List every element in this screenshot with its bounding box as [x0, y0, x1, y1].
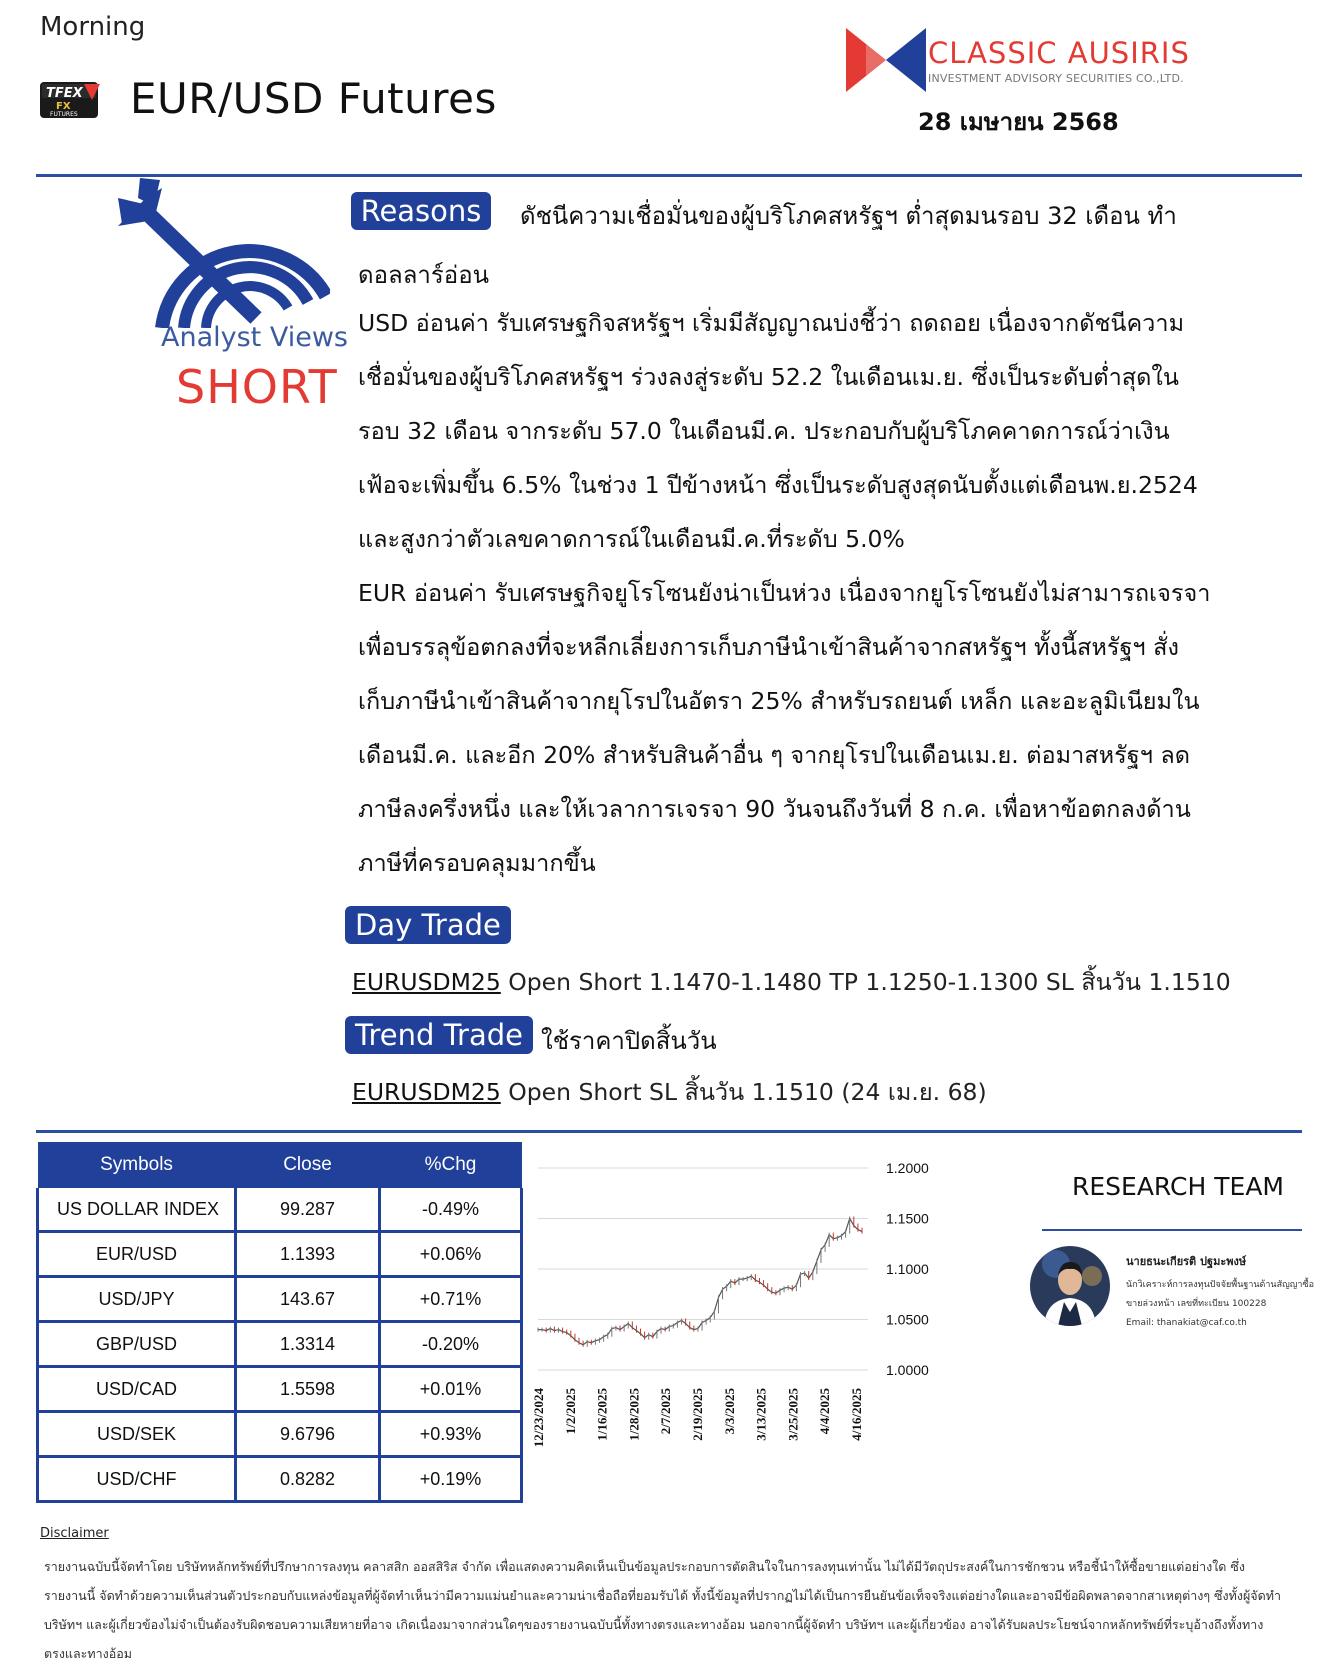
svg-text:TFEX: TFEX	[46, 86, 83, 101]
day-trade-label: Day Trade	[345, 906, 511, 944]
analyst-role-line: ขายล่วงหน้า เลขที่ทะเบียน 100228	[1126, 1299, 1267, 1309]
change-cell: +0.71%	[380, 1277, 522, 1322]
analyst-avatar	[1030, 1246, 1110, 1326]
x-tick-label: 3/13/2025	[753, 1388, 769, 1441]
change-cell: +0.19%	[380, 1457, 522, 1502]
table-row	[38, 1412, 522, 1457]
trend-trade-note: ใช้ราคาปิดสิ้นวัน	[541, 1027, 717, 1055]
report-date: 28 เมษายน 2568	[918, 108, 1119, 136]
column-header: Close	[236, 1142, 380, 1188]
x-tick-label: 3/25/2025	[785, 1388, 801, 1441]
reasons-label: Reasons	[351, 192, 491, 230]
table-row	[38, 1367, 522, 1412]
x-tick-label: 1/16/2025	[594, 1388, 610, 1441]
eur-paragraph	[358, 566, 1298, 890]
stance-label: SHORT	[176, 360, 338, 414]
analyst-name: นายธนะเกียรติ ปฐมะพงษ์	[1126, 1255, 1247, 1268]
session-label: Morning	[40, 12, 146, 42]
paragraph-line: เชื่อมั่นของผู้บริโภคสหรัฐฯ ร่วงลงสู่ระดับ 52.2 ในเดือนเม.ย. ซึ่งเป็นระดับต่ำสุดใน	[358, 363, 1179, 391]
fx-rates-table	[36, 1142, 523, 1503]
table-row	[38, 1457, 522, 1502]
company-subtitle: INVESTMENT ADVISORY SECURITIES CO.,LTD.	[928, 72, 1184, 85]
x-tick-label: 1/2/2025	[562, 1388, 578, 1435]
symbol-cell: USD/CAD	[38, 1367, 236, 1412]
x-tick-label: 4/16/2025	[849, 1388, 864, 1441]
paragraph-line: และสูงกว่าตัวเลขคาดการณ์ในเดือนมี.ค.ที่ระดับ 5.0%	[358, 525, 905, 553]
trend-trade-symbol: EURUSDM25	[352, 1078, 501, 1106]
x-tick-label: 3/3/2025	[721, 1388, 737, 1435]
close-cell: 0.8282	[236, 1457, 380, 1502]
trend-trade-detail: Open Short SL สิ้นวัน 1.1510 (24 เม.ย. 68)	[500, 1078, 987, 1106]
tfex-logo	[38, 78, 106, 122]
price-chart	[528, 1150, 1028, 1490]
svg-text:FX: FX	[56, 101, 71, 112]
table-row	[38, 1232, 522, 1277]
day-trade-line	[352, 964, 1231, 1001]
paragraph-line: รอบ 32 เดือน จากระดับ 57.0 ในเดือนมี.ค. ประกอบกับผู้บริโภคคาดการณ์ว่าเงิน	[358, 417, 1170, 445]
symbol-cell: GBP/USD	[38, 1322, 236, 1367]
research-team-title: RESEARCH TEAM	[1072, 1172, 1284, 1201]
company-logo	[846, 26, 926, 94]
paragraph-line: EUR อ่อนค่า รับเศรษฐกิจยูโรโซนยังน่าเป็นห่วง เนื่องจากยูโรโซนยังไม่สามารถเจรจา	[358, 579, 1211, 607]
section-divider	[36, 1130, 1302, 1133]
close-cell: 9.6796	[236, 1412, 380, 1457]
close-cell: 1.5598	[236, 1367, 380, 1412]
x-tick-label: 12/23/2024	[531, 1388, 546, 1448]
table-row	[38, 1322, 522, 1367]
analyst-role	[1126, 1276, 1326, 1314]
header-divider	[36, 174, 1302, 177]
change-cell: -0.20%	[380, 1322, 522, 1367]
change-cell: +0.06%	[380, 1232, 522, 1277]
usd-paragraph	[358, 296, 1298, 566]
x-tick-label: 2/7/2025	[658, 1388, 674, 1435]
price-chart-svg	[528, 1150, 1028, 1490]
paragraph-line: USD อ่อนค่า รับเศรษฐกิจสหรัฐฯ เริ่มมีสัญญาณบ่งชี้ว่า ถดถอย เนื่องจากดัชนีความ	[358, 309, 1185, 337]
symbol-cell: USD/SEK	[38, 1412, 236, 1457]
paragraph-line: เพื่อบรรลุข้อตกลงที่จะหลีกเลี่ยงการเก็บภาษีนำเข้าสินค้าจากสหรัฐฯ ทั้งนี้สหรัฐฯ สั่ง	[358, 633, 1179, 661]
x-tick-label: 2/19/2025	[690, 1388, 705, 1441]
x-tick-label: 4/4/2025	[817, 1388, 833, 1435]
paragraph-line: ภาษีที่ครอบคลุมมากขึ้น	[358, 849, 596, 877]
close-cell: 143.67	[236, 1277, 380, 1322]
symbol-cell: EUR/USD	[38, 1232, 236, 1277]
day-trade-symbol: EURUSDM25	[352, 968, 501, 996]
symbol-cell: USD/CHF	[38, 1457, 236, 1502]
table-row	[38, 1188, 522, 1232]
column-header: %Chg	[380, 1142, 522, 1188]
research-team-divider	[1042, 1229, 1302, 1231]
y-tick-label: 1.0500	[886, 1311, 929, 1328]
reasons-headline: ดัชนีความเชื่อมั่นของผู้บริโภคสหรัฐฯ ต่ำสุดมนรอบ 32 เดือน ทำ	[520, 202, 1177, 230]
y-tick-label: 1.1500	[886, 1210, 929, 1227]
table-row	[38, 1277, 522, 1322]
day-trade-detail: Open Short 1.1470-1.1480 TP 1.1250-1.1300 SL สิ้นวัน 1.1510	[500, 968, 1231, 996]
trend-trade-label: Trend Trade	[345, 1016, 533, 1054]
change-cell: -0.49%	[380, 1188, 522, 1232]
price-series-line	[538, 1219, 862, 1345]
x-tick-label: 1/28/2025	[626, 1388, 642, 1441]
svg-text:FUTURES: FUTURES	[50, 111, 78, 118]
paragraph-line: ภาษีลงครึ่งหนึ่ง และให้เวลาการเจรจา 90 วันจนถึงวันที่ 8 ก.ค. เพื่อหาข้อตกลงด้าน	[358, 795, 1191, 823]
disclaimer-title: Disclaimer	[40, 1526, 109, 1541]
y-tick-label: 1.0000	[886, 1362, 929, 1378]
y-tick-label: 1.1000	[886, 1261, 929, 1277]
symbol-cell: USD/JPY	[38, 1277, 236, 1322]
product-title: EUR/USD Futures	[130, 74, 497, 123]
close-cell: 99.287	[236, 1188, 380, 1232]
paragraph-line: เดือนมี.ค. และอีก 20% สำหรับสินค้าอื่น ๆ จากยุโรปในเดือนเม.ย. ต่อมาสหรัฐฯ ลด	[358, 741, 1191, 769]
analyst-role-line: นักวิเคราะห์การลงทุนปัจจัยพื้นฐานด้านสัญญาซื้อ	[1126, 1280, 1314, 1290]
y-tick-label: 1.2000	[886, 1160, 929, 1176]
analyst-views-label: Analyst Views	[161, 322, 348, 353]
table-header-row	[38, 1142, 522, 1188]
company-name: CLASSIC AUSIRIS	[928, 36, 1190, 70]
disclaimer-text: รายงานฉบับนี้จัดทำโดย บริษัทหลักทรัพย์ที่ปรึกษาการลงทุน คลาสสิก ออสสิริส จำกัด เพื่อแสดงความคิดเห็นเป็นข้อมูลประกอบการตัดสินใจในการลงทุนเท่านั้น ไม่ได้มีวัตถุประสงค์ในการชักชวน หรือชี้นำให้ซื้อขายแต่อย่างใด ซึ่งรายงานนี้ จัดทำด้วยความเห็นส่วนตัวประกอบกับแหล่งข้อมูลที่ผู้จัดทำเห็นว่ามีความแม่นยำและความน่าเชื่อถือที่ยอมรับได้ ทั้งนี้ข้อมูลที่ปรากฏไม่ได้เป็นการยืนยันข้อเท็จจริงแต่อย่างใดและอาจมีข้อผิดพลาดจากสาเหตุต่างๆ ซึ่งทั้งผู้จัดทำ บริษัทฯ และผู้เกี่ยวข้องไม่จำเป็นต้องรับผิดชอบความเสียหายที่อาจ เกิดเนื่องมาจากส่วนใดๆของรายงานฉบับนี้ทั้งทางตรงและทางอ้อม นอกจากนี้ผู้จัดทำ บริษัทฯ และผู้เกี่ยวข้อง อาจได้รับผลประโยชน์จากหลักทรัพย์ที่ระบุอ้างถึงทั้งทางตรงและทางอ้อม	[44, 1559, 1281, 1661]
change-cell: +0.93%	[380, 1412, 522, 1457]
reasons-headline-continued: ดอลลาร์อ่อน	[358, 261, 490, 289]
paragraph-line: เก็บภาษีนำเข้าสินค้าจากยุโรปในอัตรา 25% สำหรับรถยนต์ เหล็ก และอะลูมิเนียมใน	[358, 687, 1200, 715]
paragraph-line: เฟ้อจะเพิ่มขึ้น 6.5% ในช่วง 1 ปีข้างหน้า ซึ่งเป็นระดับสูงสุดนับตั้งแต่เดือนพ.ย.2524	[358, 471, 1198, 499]
close-cell: 1.1393	[236, 1232, 380, 1277]
analyst-email: Email: thanakiat@caf.co.th	[1126, 1318, 1247, 1328]
column-header: Symbols	[38, 1142, 236, 1188]
symbol-cell: US DOLLAR INDEX	[38, 1188, 236, 1232]
close-cell: 1.3314	[236, 1322, 380, 1367]
target-arrow-icon	[118, 178, 330, 328]
change-cell: +0.01%	[380, 1367, 522, 1412]
trend-trade-line	[352, 1074, 987, 1111]
